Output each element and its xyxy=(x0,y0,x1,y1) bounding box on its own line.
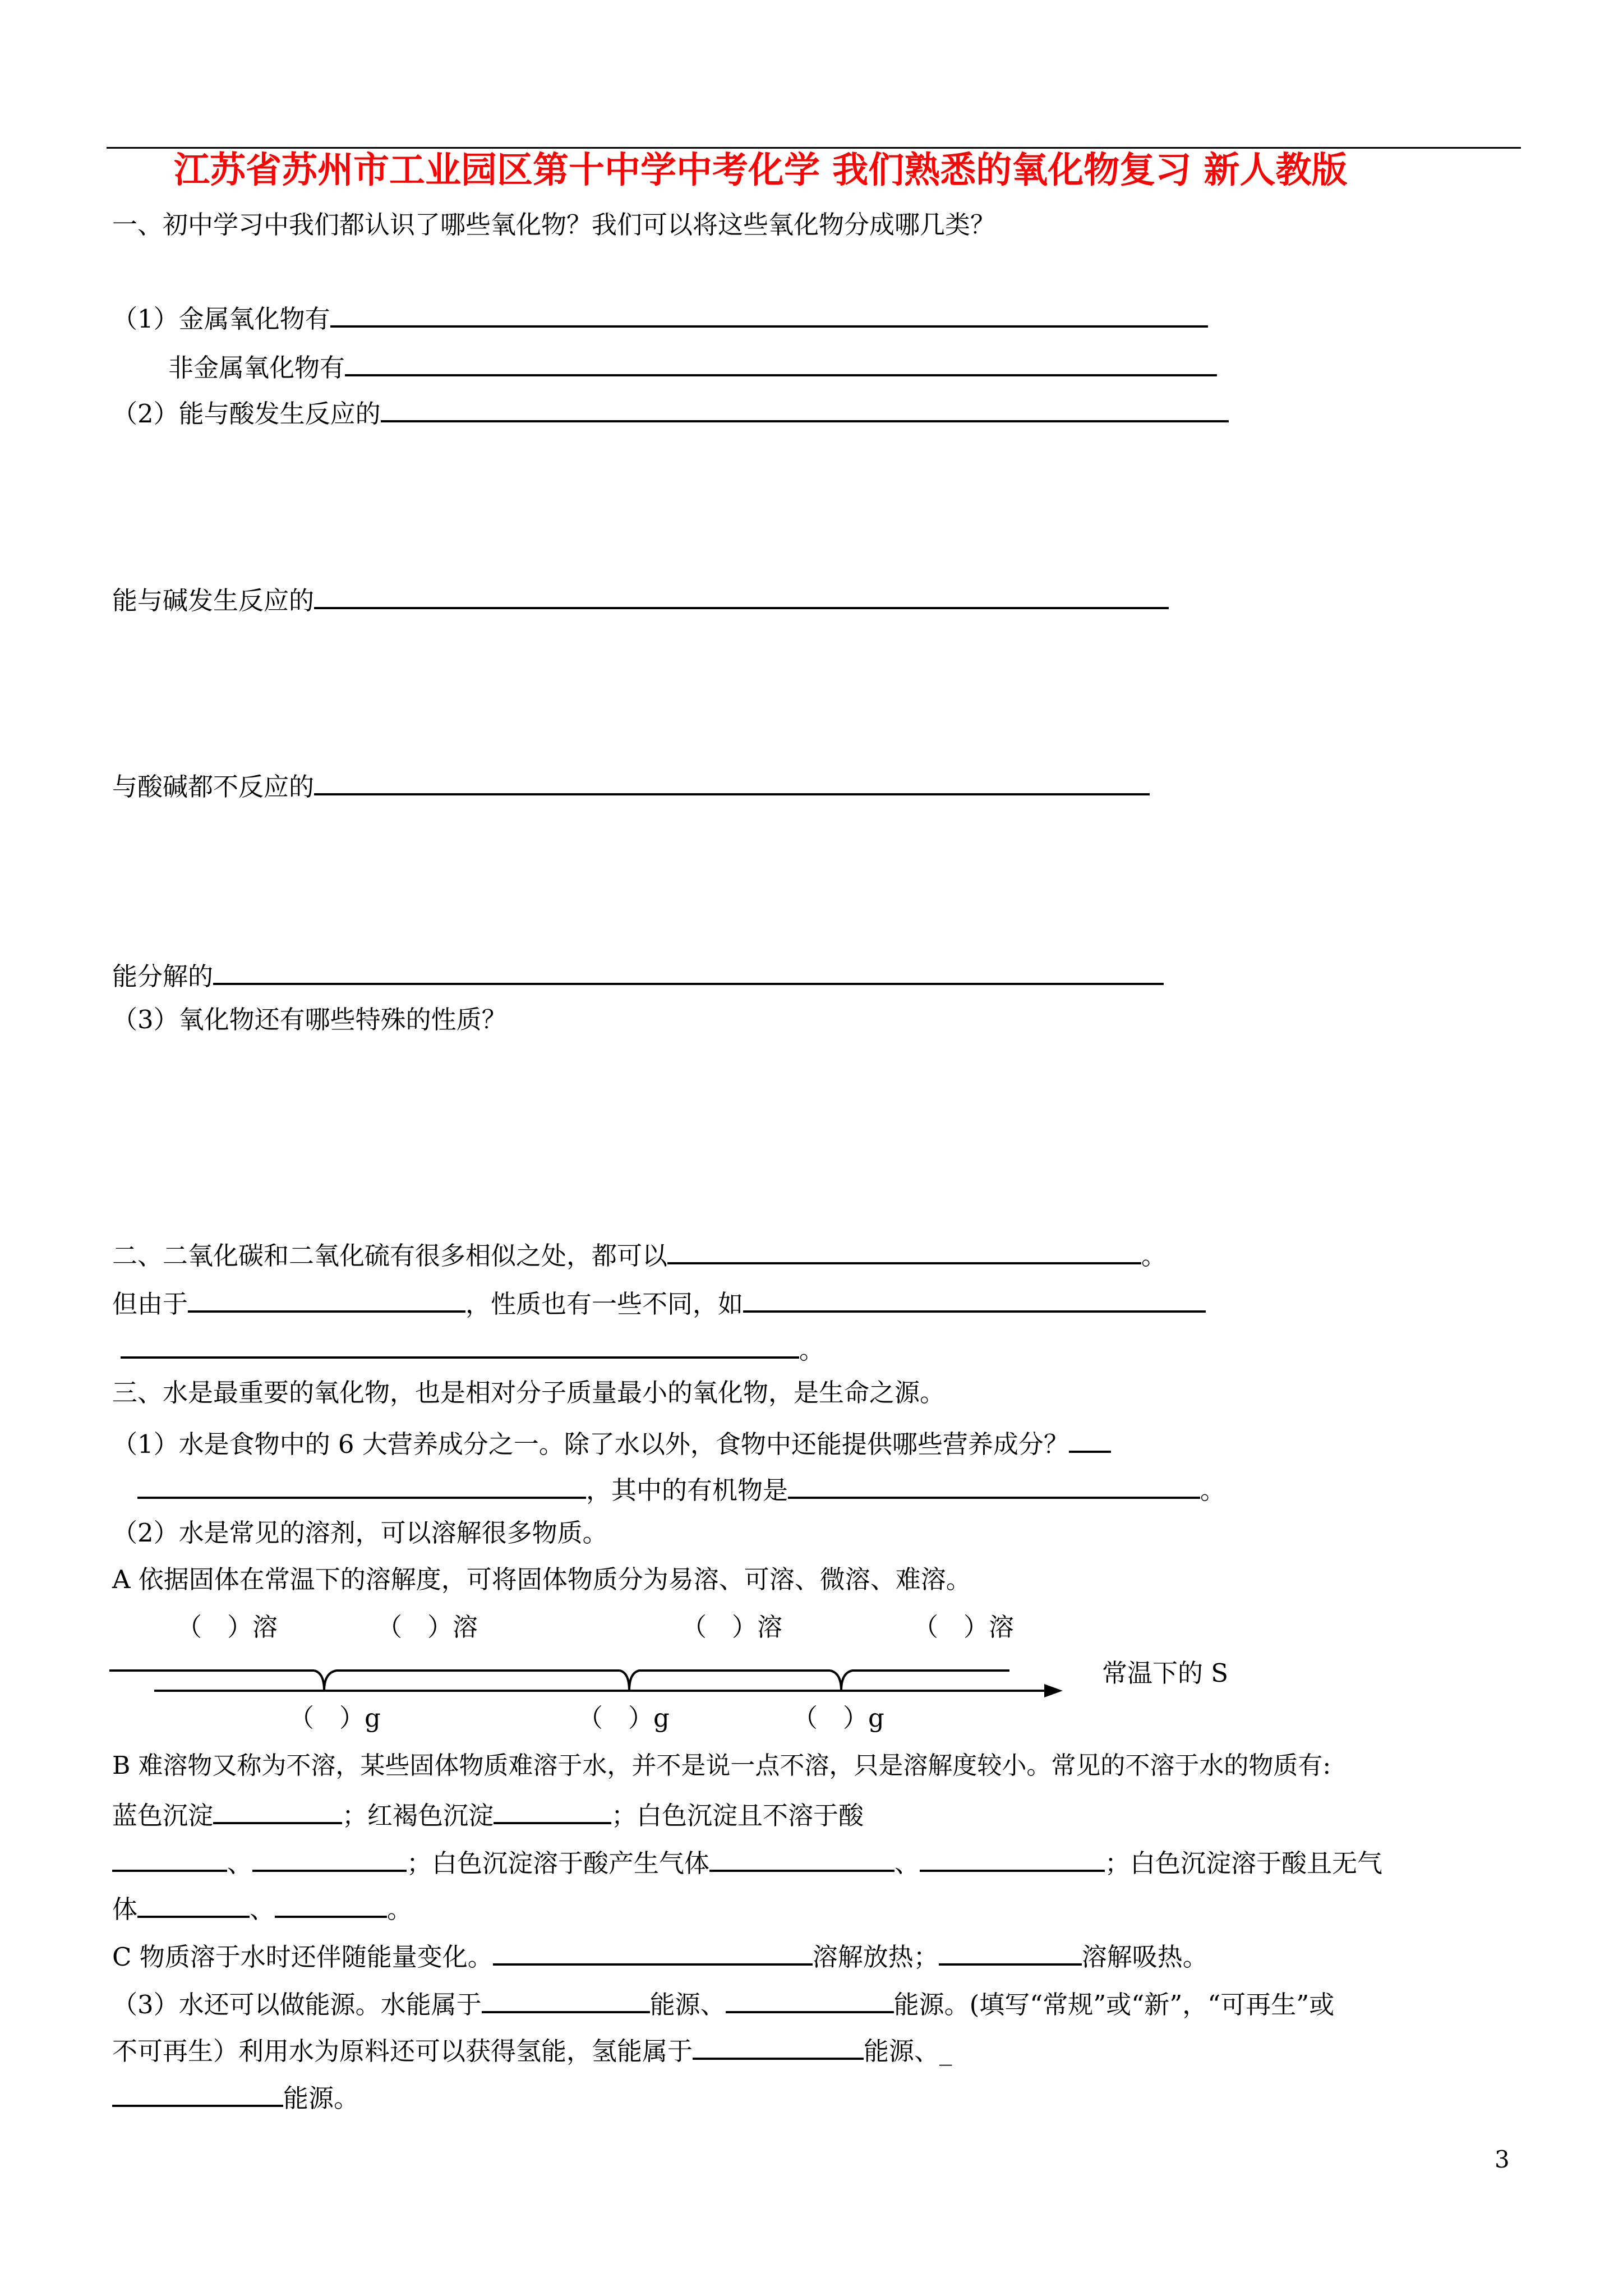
page-number: 3 xyxy=(1495,2146,1510,2173)
separator-2: 、 xyxy=(895,1848,920,1878)
section3-c-line xyxy=(112,1941,1208,1970)
brace-3 xyxy=(830,1671,1009,1691)
red-brown-precipitate-blank[interactable] xyxy=(494,1800,611,1824)
diagram-top-label-1: （ ）溶 xyxy=(177,1612,278,1642)
section2-line1-text: 二、二氧化碳和二氧化硫有很多相似之处，都可以 xyxy=(112,1241,668,1271)
hydrogen-energy-type-blank-2[interactable] xyxy=(112,2082,283,2107)
body-label: 体 xyxy=(112,1894,138,1924)
diagram-bottom-label-2: （ ）g xyxy=(578,1703,670,1733)
hydrogen-energy-type-blank-1[interactable] xyxy=(693,2035,864,2060)
q2-neither-label: 与酸碱都不反应的 xyxy=(112,772,315,802)
q3-text-c: 能源。(填写“常规”或“新”，“可再生”或 xyxy=(893,1990,1335,2019)
diagram-bottom-label-1: （ ）g xyxy=(289,1703,381,1733)
diagram-top-label-3: （ ）溶 xyxy=(681,1612,783,1642)
dissolve-heat-release-blank[interactable] xyxy=(493,1941,813,1966)
no-gas-blank-1[interactable] xyxy=(137,1893,250,1918)
brace-2 xyxy=(620,1671,830,1691)
section3-b-line3 xyxy=(112,1847,1382,1876)
gas-precipitate-blank-2[interactable] xyxy=(920,1847,1105,1872)
section3-b-line4 xyxy=(112,1893,412,1922)
q3-text-b: 能源、 xyxy=(649,1990,726,2019)
q2-decompose-label: 能分解的 xyxy=(112,961,214,991)
separator: 、 xyxy=(227,1848,253,1878)
section3-q1-text: （1）水是食物中的 6 大营养成分之一。除了水以外，食物中还能提供哪些营养成分？ xyxy=(112,1429,1069,1459)
section3-b-line2 xyxy=(112,1800,864,1828)
section2-line2-text-a: 但由于 xyxy=(112,1289,188,1319)
separator-3: 、 xyxy=(250,1894,275,1924)
diagram-top-label-4: （ ）溶 xyxy=(913,1612,1015,1642)
white-no-gas-label: ；白色沉淀溶于酸且无气 xyxy=(1105,1848,1383,1878)
hydro-energy-type-blank-2[interactable] xyxy=(726,1989,894,2013)
diagram-axis-label: 常温下的 S xyxy=(1102,1658,1229,1688)
brace-1 xyxy=(314,1671,620,1691)
diagram-top-label-2: （ ）溶 xyxy=(377,1612,478,1642)
q2-base-label: 能与碱发生反应的 xyxy=(112,586,315,615)
diagram-bottom-label-3: （ ）g xyxy=(792,1703,884,1733)
q3-line3-text: 能源。 xyxy=(283,2083,359,2113)
section3-q3-line1 xyxy=(112,1989,1334,2017)
section2-line1-end: 。 xyxy=(1141,1241,1167,1271)
page-title: 江苏省苏州市工业园区第十中学中考化学 我们熟悉的氧化物复习 新人教版 xyxy=(174,150,1348,191)
acid-insoluble-blank-2[interactable] xyxy=(252,1847,407,1872)
section3-q1-end: 。 xyxy=(1200,1475,1226,1505)
section1-question: 一、初中学习中我们都认识了哪些氧化物？我们可以将这些氧化物分成哪几类？ xyxy=(112,210,996,240)
no-gas-blank-2[interactable] xyxy=(275,1893,387,1918)
axis-arrowhead xyxy=(1044,1684,1063,1697)
white-gas-label: ；白色沉淀溶于酸产生气体 xyxy=(407,1848,710,1878)
section3-intro: 三、水是最重要的氧化物，也是相对分子质量最小的氧化物，是生命之源。 xyxy=(112,1378,946,1407)
section3-q1-text-b: ，其中的有机物是 xyxy=(586,1475,789,1505)
c-line-heat-release: 溶解放热； xyxy=(812,1942,939,1972)
q1-nonmetal-label: 非金属氧化物有 xyxy=(168,353,345,383)
acid-insoluble-blank-1[interactable] xyxy=(112,1847,227,1872)
blue-precipitate-blank[interactable] xyxy=(213,1800,342,1824)
q1-metal-label: （1）金属氧化物有 xyxy=(112,304,330,334)
section3-q3-line3 xyxy=(112,2082,359,2111)
c-line-text: C 物质溶于水时还伴随能量变化。 xyxy=(112,1942,493,1972)
q2-acid-label: （2）能与酸发生反应的 xyxy=(112,399,381,429)
q3-text-a: （3）水还可以做能源。水能属于 xyxy=(112,1990,482,2019)
blue-precipitate-label: 蓝色沉淀 xyxy=(112,1801,214,1830)
section3-a-text: A 依据固体在常温下的溶解度，可将固体物质分为易溶、可溶、微溶、难溶。 xyxy=(112,1565,971,1594)
white-acid-insoluble-label: ；白色沉淀且不溶于酸 xyxy=(611,1801,864,1830)
q3-line2-text-b: 能源、_ xyxy=(864,2036,952,2066)
section3-b-line1: B 难溶物又称为不溶，某些固体物质难溶于水，并不是说一点不溶，只是溶解度较小。常见的不溶于水的物质有: xyxy=(112,1751,1331,1780)
section2-line3-end: 。 xyxy=(799,1335,825,1365)
section3-q3-line2 xyxy=(112,2035,952,2064)
gas-precipitate-blank-1[interactable] xyxy=(709,1847,895,1872)
q3-special-properties: （3）氧化物还有哪些特殊的性质？ xyxy=(112,1005,507,1034)
section2-line2-text-b: ，性质也有一些不同，如 xyxy=(465,1289,744,1319)
hydro-energy-type-blank-1[interactable] xyxy=(482,1989,650,2013)
section3-q2: （2）水是常见的溶剂，可以溶解很多物质。 xyxy=(112,1518,608,1548)
c-line-heat-absorb: 溶解吸热。 xyxy=(1081,1942,1208,1972)
b-line4-end: 。 xyxy=(387,1894,413,1924)
dissolve-heat-absorb-blank[interactable] xyxy=(939,1941,1082,1966)
red-brown-precipitate-label: ；红褐色沉淀 xyxy=(342,1801,494,1830)
q3-line2-text: 不可再生）利用水为原料还可以获得氢能，氢能属于 xyxy=(112,2036,693,2066)
